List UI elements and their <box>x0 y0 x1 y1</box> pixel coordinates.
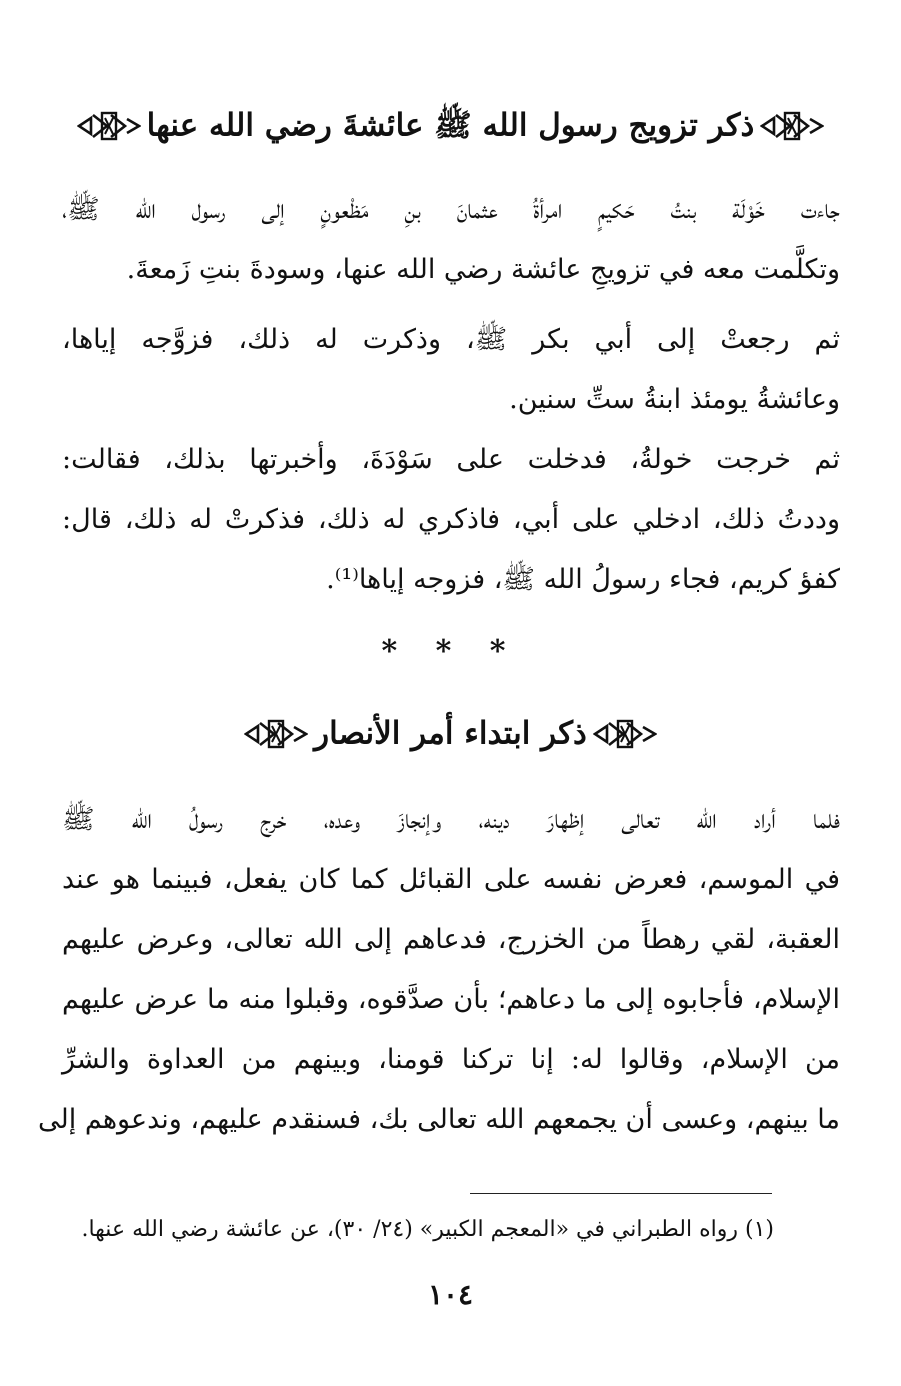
paragraph-2 <box>62 310 840 430</box>
section-heading-1 <box>0 104 901 146</box>
text-line: من الإسلام، وقالوا له: إنا تركنا قومنا، وبينهم من العداوة والشرِّ <box>62 1044 840 1075</box>
text-line: جاءت خَوْلَة بنتُ حَكيمٍ امرأةُ عثمانَ بنِ مَظْعونٍ إلى رسول الله ﷺ، <box>62 194 840 225</box>
paragraph-3 <box>62 430 840 610</box>
section-heading-2-text: ذكر ابتداء أمر الأنصار <box>314 715 587 752</box>
footnote: (١) رواه الطبراني في «المعجم الكبير» (٢٤/ ٣٠)، عن عائشة رضي الله عنها. <box>81 1217 774 1242</box>
text-line: في الموسم، فعرض نفسه على القبائل كما كان يفعل، فبينما هو عند <box>62 864 840 895</box>
section-separator: * * * <box>381 634 520 669</box>
ornament-left-icon <box>593 717 657 751</box>
paragraph-1 <box>62 180 840 300</box>
text-line: العقبة، لقي رهطاً من الخزرج، فدعاهم إلى الله تعالى، وعرض عليهم <box>62 924 840 955</box>
section-heading-1-text: ذكر تزويج رسول الله ﷺ عائشةَ رضي الله عنها <box>146 107 755 144</box>
section-heading-2 <box>0 712 901 754</box>
text-line: الإسلام، فأجابوه إلى ما دعاهم؛ بأن صدَّقوه، وقبلوا منه ما عرض عليهم <box>62 984 840 1015</box>
ornament-right-icon <box>244 717 308 751</box>
ornament-right-icon <box>77 109 141 143</box>
text-line: وتكلَّمت معه في تزويجِ عائشة رضي الله عنها، وسودةَ بنتِ زَمعةَ. <box>126 254 840 285</box>
paragraph-4 <box>38 790 840 1150</box>
text-line: ثم رجعتْ إلى أبي بكر ﷺ، وذكرت له ذلك، فزوَّجه إياها، <box>62 324 840 355</box>
text-line: وددتُ ذلك، ادخلي على أبي، فاذكري له ذلك، فذكرتْ له ذلك، قال: <box>62 504 840 535</box>
text-line: ثم خرجت خولةُ، فدخلت على سَوْدَةَ، وأخبرتها بذلك، فقالت: <box>62 444 840 475</box>
text-line: وعائشةُ يومئذ ابنةُ ستِّ سنين. <box>509 384 840 415</box>
page-number: ١٠٤ <box>427 1278 474 1311</box>
ornament-left-icon <box>760 109 824 143</box>
footnote-divider <box>470 1193 772 1194</box>
text-line: كفؤ كريم، فجاء رسولُ الله ﷺ، فزوجه إياها⁽¹⁾. <box>326 564 840 595</box>
text-line: فلما أراد الله تعالى إظهارَ دينه، وإنجازَ وعده، خرج رسولُ الله ﷺ <box>62 804 840 835</box>
text-line: ما بينهم، وعسى أن يجمعهم الله تعالى بك، فسنقدم عليهم، وندعوهم إلى <box>38 1104 840 1135</box>
